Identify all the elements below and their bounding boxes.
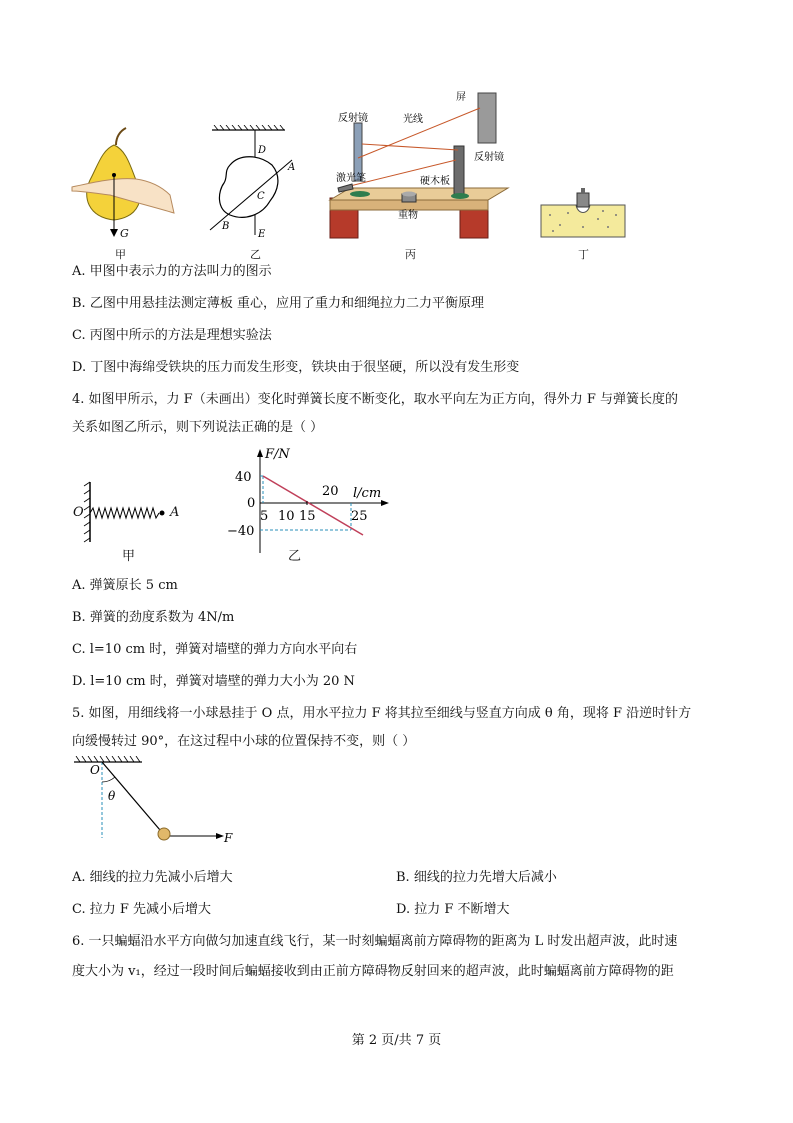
figure-bing-caption: 丙 [405, 248, 416, 261]
q4-figure-yi-x-axis-label: l/cm [353, 486, 382, 501]
q3-option-c: C. 丙图中所示的方法是理想实验法 [72, 328, 272, 343]
q4-figure-yi-x-tick-20: 20 [322, 484, 339, 499]
figure-yi-point-d: D [258, 145, 267, 156]
q4-option-b: B. 弹簧的劲度系数为 4N/m [72, 610, 235, 625]
figure-bing-screen-label: 屏 [456, 92, 466, 103]
q5-option-d: D. 拉力 F 不断增大 [396, 902, 510, 917]
q6-line1: 6. 一只蝙蝠沿水平方向做匀加速直线飞行，某一时刻蝙蝠离前方障碍物的距离为 L 时发出超声波，此时速 [72, 934, 678, 949]
figure-yi-plate [200, 125, 300, 245]
q5-figure-theta-label: θ [108, 789, 116, 803]
q4-figure-yi-x-tick-5: 5 [260, 509, 269, 524]
figure-bing-mirror-left-label: 反射镜 [338, 113, 368, 124]
figure-yi-point-a: A [288, 162, 296, 173]
q4-figure-jia-a-label: A [170, 505, 180, 520]
q5-stem-line2: 向缓慢转过 90°，在这过程中小球的位置保持不变，则（ ） [72, 734, 416, 749]
q5-figure-o-label: O [90, 763, 100, 777]
figure-yi-point-c: C [257, 191, 265, 202]
q5-stem-line1: 5. 如图，用细线将一小球悬挂于 O 点，用水平拉力 F 将其拉至细线与竖直方向成 θ 角，现将 F 沿逆时针方 [72, 706, 692, 721]
figure-bing-laser-setup [328, 88, 518, 246]
q4-figure-yi-caption: 乙 [288, 549, 302, 564]
q3-option-d: D. 丁图中海绵受铁块的压力而发生形变，铁块由于很坚硬，所以没有发生形变 [72, 360, 520, 375]
page-footer: 第 2 页/共 7 页 [351, 1033, 442, 1048]
q4-figure-yi-y-tick-0: 0 [247, 496, 256, 511]
q5-figure-f-label: F [224, 831, 233, 845]
figure-yi-caption: 乙 [250, 248, 261, 261]
figure-bing-mirror-right-label: 反射镜 [474, 152, 504, 163]
q3-option-a: A. 甲图中表示力的方法叫力的图示 [72, 264, 272, 279]
q4-figure-yi-x-tick-15: 15 [299, 509, 316, 524]
q4-stem-line2: 关系如图乙所示，则下列说法正确的是（ ） [72, 420, 324, 435]
figure-jia-force-label: G [120, 227, 129, 240]
q4-figure-yi-y-axis-label: F/N [265, 447, 290, 462]
q4-option-a: A. 弹簧原长 5 cm [72, 578, 178, 593]
figure-bing-board-label: 硬木板 [420, 176, 450, 187]
figure-ding-sponge [538, 185, 628, 240]
q5-option-c: C. 拉力 F 先减小后增大 [72, 902, 212, 917]
q4-figure-yi-y-tick-neg40: −40 [227, 524, 255, 539]
q4-figure-yi-graph [205, 445, 390, 560]
q4-figure-yi-x-tick-25: 25 [351, 509, 368, 524]
figure-bing-light-label: 光线 [403, 114, 423, 125]
q4-option-c: C. l=10 cm 时，弹簧对墙壁的弹力方向水平向右 [72, 642, 358, 657]
figure-jia-caption: 甲 [115, 248, 126, 261]
q6-line2: 度大小为 v₁，经过一段时间后蝙蝠接收到由正前方障碍物反射回来的超声波，此时蝙蝠离前方障碍物的距 [72, 964, 674, 979]
q5-option-b: B. 细线的拉力先增大后减小 [396, 870, 557, 885]
figure-bing-weight-label: 重物 [398, 210, 418, 221]
q3-option-b: B. 乙图中用悬挂法测定薄板 重心，应用了重力和细绳拉力二力平衡原理 [72, 296, 484, 311]
q4-figure-yi-y-tick-40: 40 [235, 470, 252, 485]
q5-option-a: A. 细线的拉力先减小后增大 [72, 870, 233, 885]
q4-stem-line1: 4. 如图甲所示，力 F（未画出）变化时弹簧长度不断变化，取水平向左为正方向，得外力 F 与弹簧长度的 [72, 392, 678, 407]
figure-yi-point-b: B [222, 221, 230, 232]
q5-figure-pendulum [72, 756, 242, 851]
figure-bing-laser-label: 激光笔 [336, 173, 366, 184]
q4-figure-jia-o-label: O [73, 505, 84, 520]
q4-figure-yi-x-tick-10: 10 [278, 509, 295, 524]
q4-figure-jia-caption: 甲 [122, 549, 136, 564]
figure-ding-caption: 丁 [578, 248, 589, 261]
figure-yi-point-e: E [258, 229, 266, 240]
q4-option-d: D. l=10 cm 时，弹簧对墙壁的弹力大小为 20 N [72, 674, 355, 689]
